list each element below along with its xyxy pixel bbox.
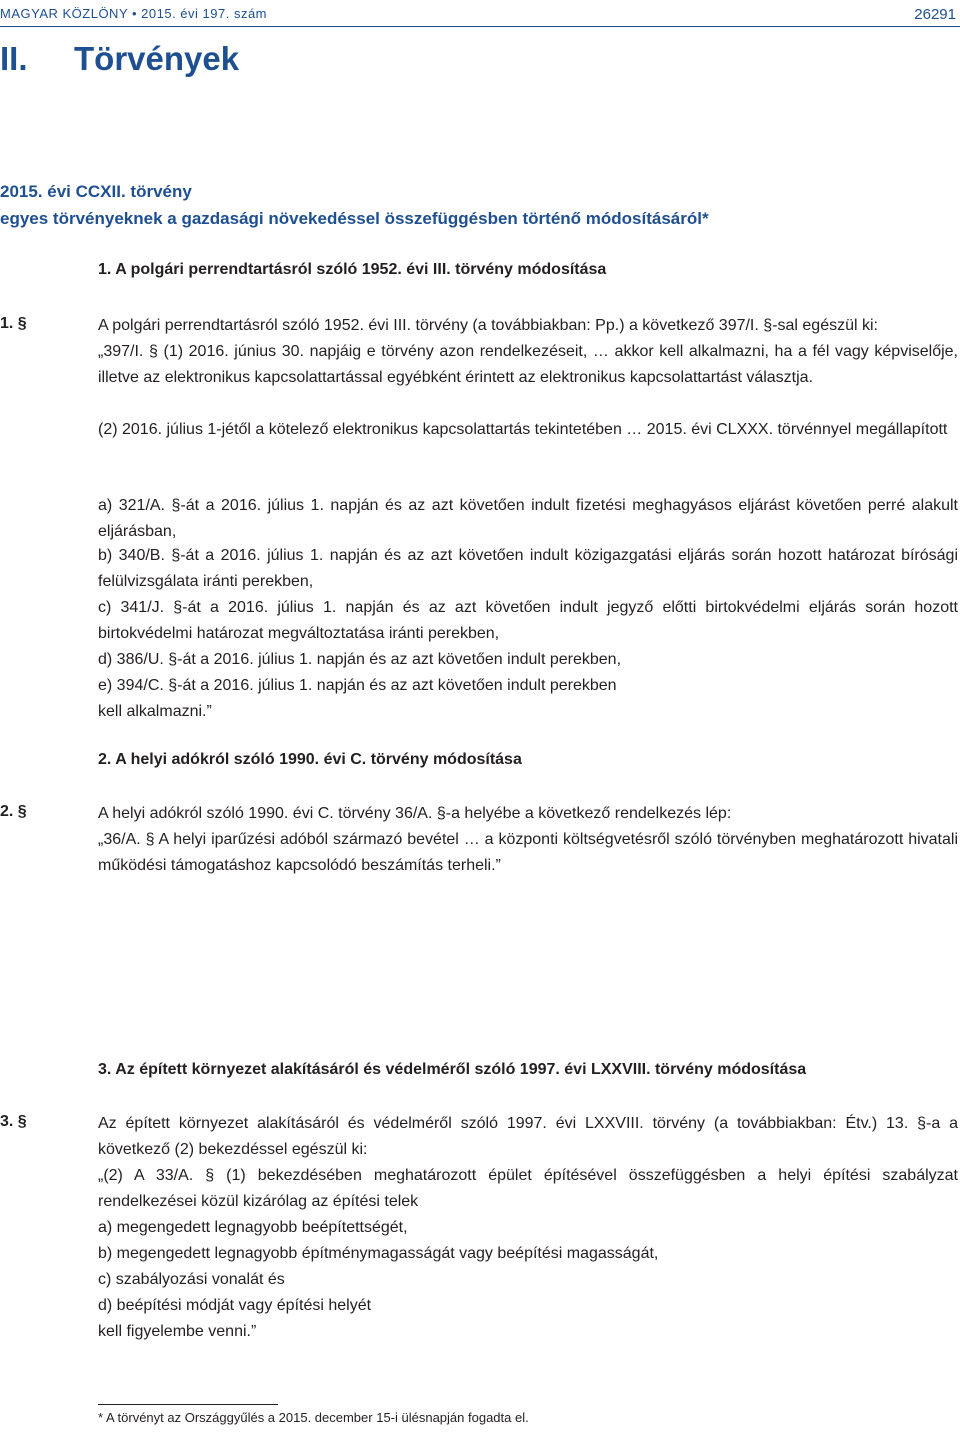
section-1-closing: kell alkalmazni.” [98,703,212,720]
footnote: * A törvényt az Országgyűlés a 2015. december 15-i ülésnapján fogadta el. [98,1410,529,1425]
part1-heading: 1. A polgári perrendtartásról szóló 1952. évi III. törvény módosítása [98,261,607,278]
section-1-number: 1. § [0,315,27,332]
section-1-item-c: c) 341/J. §-át a 2016. július 1. napján és az azt követően indult jegyző előtti birtokvédelmi eljárás során hozott birtokvédelmi határozat megváltoztatása iránti perekben, [98,599,958,642]
section-2-intro: A helyi adókról szóló 1990. évi C. törvény 36/A. §-a helyébe a következő rendelkezés lép: [98,805,732,822]
section-1-item-b: b) 340/B. §-át a 2016. július 1. napján és az azt követően indult közigazgatási eljárás során hozott határozat bírósági felülvizsgálata iránti perekben, [98,547,958,590]
publication-title: MAGYAR KÖZLÖNY • 2015. évi 197. szám [0,6,267,21]
law-subtitle: egyes törvényeknek a gazdasági növekedéssel összefüggésben történő módosításáról* [0,209,709,228]
section-3-closing: kell figyelembe venni.” [98,1323,257,1340]
section-1-item-e: e) 394/C. §-át a 2016. július 1. napján és az azt követően indult perekben [98,677,617,694]
section-2-number: 2. § [0,803,27,820]
section-3-item-b: b) megengedett legnagyobb építménymagasságát vagy beépítési magasságát, [98,1245,659,1262]
section-1-item-a: a) 321/A. §-át a 2016. július 1. napján és az azt követően indult fizetési meghagyásos eljárást követően perré alakult eljárásban, [98,497,958,540]
section-3-item-a: a) megengedett legnagyobb beépítettségét, [98,1219,408,1236]
running-head [0,6,956,26]
footnote-rule [98,1404,278,1405]
section-1-paragraph-2: (2) 2016. július 1-jétől a kötelező elektronikus kapcsolattartás tekintetében … 2015. évi CLXXX. törvénnyel megállapított [98,421,948,438]
section-3-item-d: d) beépítési módját vagy építési helyét [98,1297,372,1314]
law-title: 2015. évi CCXII. törvény [0,182,192,201]
section-3-item-c: c) szabályozási vonalát és [98,1271,285,1288]
section-1-paragraph-1: „397/I. § (1) 2016. június 30. napjáig e törvény azon rendelkezéseit, … akkor kell alkalmazni, ha a fél vagy képviselője, illetve az elektronikus kapcsolattartással egyébként érintett az elektronikus kapcsolattartást választja. [98,343,958,386]
header-rule [0,26,960,27]
section-1-intro: A polgári perrendtartásról szóló 1952. évi III. törvény (a továbbiakban: Pp.) a következő 397/I. §-sal egészül ki: [98,317,878,334]
section-3-number: 3. § [0,1113,27,1130]
section-1-item-d: d) 386/U. §-át a 2016. július 1. napján és az azt követően indult perekben, [98,651,622,668]
part3-heading: 3. Az épített környezet alakításáról és védelméről szóló 1997. évi LXXVIII. törvény módosítása [98,1061,807,1078]
section-3-intro: Az épített környezet alakításáról és védelméről szóló 1997. évi LXXVIII. törvény (a továbbiakban: Étv.) 13. §-a a következő (2) bekezdéssel egészül ki: [98,1115,958,1158]
chapter-number: II. [0,40,28,77]
page-number: 26291 [914,6,956,23]
chapter-heading [0,40,239,78]
section-3-text: „(2) A 33/A. § (1) bekezdésében meghatározott épület építésével összefüggésben a helyi építési szabályzat rendelkezései közül kizárólag az építési telek [98,1167,958,1210]
chapter-title: Törvények [74,40,240,77]
section-2-text: „36/A. § A helyi iparűzési adóból származó bevétel … a központi költségvetésről szóló törvényben meghatározott hivatali működési támogatáshoz kapcsolódó beszámítás terheli.” [98,831,958,874]
part2-heading: 2. A helyi adókról szóló 1990. évi C. törvény módosítása [98,751,522,768]
